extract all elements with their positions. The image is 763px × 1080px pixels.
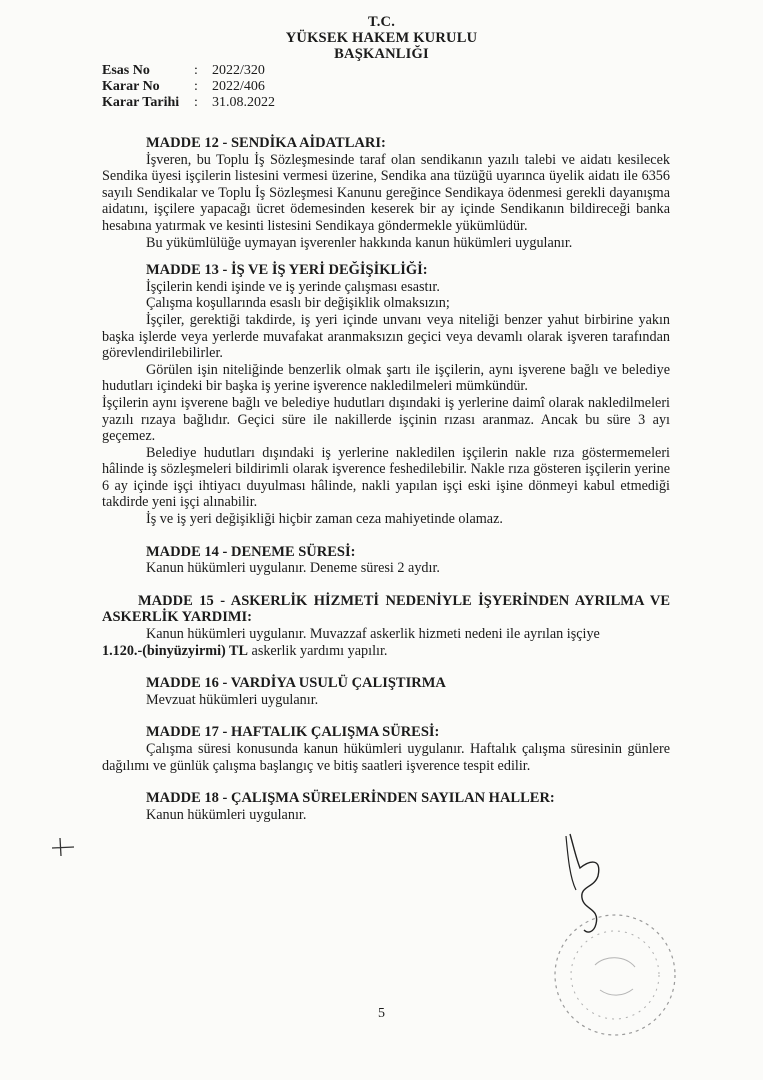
article-title: MADDE 14 - DENEME SÜRESİ:: [146, 543, 356, 560]
aid-amount: 1.120.-(binyüzyirmi) TL: [102, 642, 248, 659]
article-17: [102, 724, 670, 774]
article-paragraph: Kanun hükümleri uygulanır.: [146, 806, 307, 823]
meta-key: Esas No: [102, 63, 150, 78]
header-tc: T.C.: [367, 14, 396, 30]
article-paragraph: İşçilerin aynı işverene bağlı ve belediye hudutları dışındaki iş yerlerine daimî olarak nakledilmeleri yazılı rızaya bağlıdır. Geçici süre ile nakillerde işçinin rızası aranmaz. Ancak bu süre 3 ayı geçemez.: [102, 394, 670, 445]
document-body: [102, 135, 670, 823]
meta-value: 2022/320: [212, 63, 265, 78]
article-13: [102, 262, 670, 528]
article-14: [102, 544, 670, 577]
article-15: [102, 593, 670, 659]
article-12: [102, 135, 670, 251]
article-title: MADDE 12 - SENDİKA AİDATLARI:: [146, 135, 386, 151]
article-paragraph: Kanun hükümleri uygulanır. Deneme süresi 2 aydır.: [146, 560, 440, 577]
article-paragraph: Görülen işin niteliğinde benzerlik olmak şartı ile işçilerin, aynı işverene bağlı ve belediye hudutları içindeki bir başka iş yerine işverence nakledilmeleri mümkündür.: [102, 361, 670, 395]
article-paragraph: Kanun hükümleri uygulanır. Muvazzaf askerlik hizmeti nedeni ile ayrılan işçiye: [146, 626, 600, 643]
meta-key: Karar No: [102, 79, 160, 94]
article-paragraph: Çalışma süresi konusunda kanun hükümleri uygulanır. Haftalık çalışma süresinin günlere dağılımı ve günlük çalışma başlangıç ve bitiş saatleri işverence tespit edilir.: [102, 741, 670, 774]
header-department: BAŞKANLIĞI: [334, 46, 429, 62]
meta-colon: :: [194, 95, 198, 110]
article-title: MADDE 16 - VARDİYA USULÜ ÇALIŞTIRMA: [146, 675, 446, 692]
article-title: MADDE 17 - HAFTALIK ÇALIŞMA SÜRESİ:: [146, 724, 440, 741]
meta-row-tarih: [102, 95, 275, 111]
article-title: MADDE 13 - İŞ VE İŞ YERİ DEĞİŞİKLİĞİ:: [146, 262, 428, 279]
margin-mark-icon: [48, 836, 76, 858]
meta-colon: :: [194, 79, 198, 94]
article-16: [102, 675, 670, 708]
header-institution: YÜKSEK HAKEM KURULU: [285, 30, 478, 46]
meta-value: 2022/406: [212, 79, 265, 94]
official-stamp-icon: [545, 905, 685, 1045]
meta-value: 31.08.2022: [212, 95, 275, 110]
article-paragraph: İşçilerin kendi işinde ve iş yerinde çalışması esastır.: [146, 278, 440, 295]
meta-key: Karar Tarihi: [102, 95, 180, 110]
article-18: [102, 790, 670, 823]
article-paragraph: İşçiler, gerektiği takdirde, iş yeri içinde unvanı veya niteliği benzer yahut birbirine yakın başka işlerde veya yerlerde muvafakat aranmaksızın geçici veya devamlı olarak işveren tarafından görevlendirilebilirler.: [102, 311, 670, 362]
article-paragraph: Belediye hudutları dışındaki iş yerlerine nakledilen işçilerin nakle rıza göstermemeleri hâlinde iş sözleşmeleri bildirimli olarak işverence feshedilebilir. Nakle rıza gösteren işçilerin yerine 6 ay içinde işçi ihtiyacı duyulması hâlinde, nakli yapılan işçi eski işine dönmeyi kabul etmediği takdirde yeni işçi alınabilir.: [102, 444, 670, 511]
aid-text: askerlik yardımı yapılır.: [247, 642, 388, 659]
meta-colon: :: [194, 63, 198, 78]
article-paragraph: İşveren, bu Toplu İş Sözleşmesinde taraf olan sendikanın yazılı talebi ve aidatı kesilecek Sendika üyesi işçilerin listesini vermesi üzerine, Sendika ana tüzüğü uyarınca üyelik aidatı ile 6356 sayılı Sendikalar ve Toplu İş Sözleşmesi Kanunu gereğince Sendikaya ödenmesi gerekli dayanışma aidatını, işçilere yapacağı ücret ödemesinden keserek bir ay içinde Sendikanın bildireceği banka hesabına yatırmak ve kesinti listesini Sendikaya göndermekle yükümlüdür.: [102, 151, 670, 234]
case-metadata: [102, 63, 275, 111]
article-paragraph: İş ve iş yeri değişikliği hiçbir zaman ceza mahiyetinde olamaz.: [146, 511, 503, 528]
document-header: [0, 14, 763, 62]
page-number: 5: [378, 1006, 385, 1021]
meta-row-esas: [102, 63, 275, 79]
article-paragraph: Mevzuat hükümleri uygulanır.: [146, 691, 319, 708]
article-paragraph: Çalışma koşullarında esaslı bir değişiklik olmaksızın;: [146, 295, 450, 312]
meta-row-karar: [102, 79, 275, 95]
article-paragraph: Bu yükümlülüğe uymayan işverenler hakkında kanun hükümleri uygulanır.: [146, 234, 573, 251]
article-title: MADDE 15 - ASKERLİK HİZMETİ NEDENİYLE İŞYERİNDEN AYRILMA VE ASKERLİK YARDIMI:: [102, 592, 670, 626]
article-title: MADDE 18 - ÇALIŞMA SÜRELERİNDEN SAYILAN HALLER:: [146, 790, 555, 807]
article-paragraph: [102, 643, 670, 660]
